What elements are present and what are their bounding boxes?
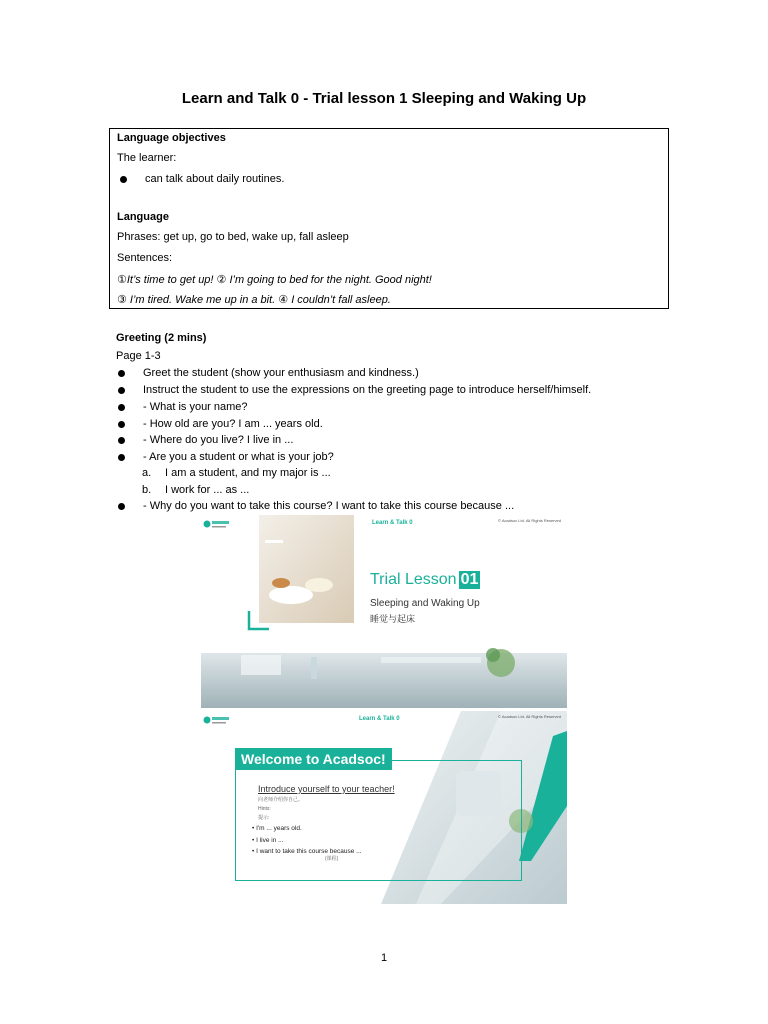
slide-brand: Learn & Talk 0 [359, 716, 400, 722]
greeting-bullet: - Are you a student or what is your job? [143, 451, 334, 463]
page-title: Learn and Talk 0 - Trial lesson 1 Sleeping and Waking Up [181, 90, 587, 107]
acadsoc-logo [203, 714, 231, 728]
bullet-dot [118, 454, 125, 461]
objective-item: can talk about daily routines. [145, 173, 285, 185]
slide-copyright: © Acadsoc Ltd. All Rights Reserved [498, 518, 561, 523]
sub-item-text: I work for ... as ... [165, 484, 250, 496]
slide-trial-lesson [201, 515, 567, 708]
greeting-bullet: - Where do you live? I live in ... [143, 434, 294, 446]
bullet-dot [118, 421, 125, 428]
sub-item-text: I am a student, and my major is ... [165, 467, 331, 479]
acadsoc-logo [203, 518, 231, 532]
greeting-bullet: - How old are you? I am ... years old. [143, 418, 323, 430]
slide-subtitle-cn: 睡觉与起床 [370, 614, 416, 624]
slide-subtitle: Sleeping and Waking Up [370, 598, 480, 609]
hints-label: Hints: [258, 806, 271, 812]
greeting-bullet: - What is your name? [143, 401, 248, 413]
page-reference: Page 1-3 [116, 350, 161, 362]
note-cn: (课程) [325, 856, 339, 862]
slide-welcome [201, 711, 567, 904]
learner-label: The learner: [117, 152, 177, 164]
bullet-dot [118, 503, 125, 510]
bullet-dot [118, 387, 125, 394]
trial-lesson-number: 01 [460, 571, 479, 588]
language-heading: Language [117, 211, 169, 223]
hints-cn: 提示: [258, 815, 270, 821]
trial-lesson-title [370, 571, 480, 589]
slide-copyright: © Acadsoc Ltd. All Rights Reserved [498, 714, 561, 719]
greeting-heading: Greeting (2 mins) [116, 332, 207, 344]
page-number: 1 [380, 952, 388, 964]
language-objectives-box [109, 128, 669, 309]
intro-cn: 向老师介绍你自己。 [258, 797, 304, 803]
slide-bullet-item: • I want to take this course because ... [252, 848, 362, 855]
sentences-label: Sentences: [117, 252, 173, 264]
slide-brand: Learn & Talk 0 [372, 520, 413, 526]
welcome-frame [235, 760, 522, 881]
sentence-line-1: ①It’s time to get up! ② I’m going to bed for the night. Good night! [117, 274, 432, 286]
greeting-bullet: Instruct the student to use the expressions on the greeting page to introduce herself/himself. [143, 384, 592, 396]
slide-bullet-item: • I'm ... years old. [252, 825, 302, 832]
sub-item-letter: b. [142, 484, 152, 496]
bullet-dot [118, 370, 125, 377]
welcome-banner: Welcome to Acadsoc! [235, 748, 392, 770]
bullet-dot [118, 404, 125, 411]
intro-heading: Introduce yourself to your teacher! [258, 784, 395, 794]
phrases-line: Phrases: get up, go to bed, wake up, fall asleep [117, 231, 349, 243]
greeting-bullet: Greet the student (show your enthusiasm and kindness.) [143, 367, 419, 379]
sentence-line-2: ③ I’m tired. Wake me up in a bit. ④ I couldn’t fall asleep. [117, 294, 391, 306]
sub-item-letter: a. [142, 467, 152, 479]
bullet-dot [120, 176, 127, 183]
greeting-bullet: - Why do you want to take this course? I want to take this course because ... [143, 500, 515, 512]
trial-lesson-label: Trial Lesson [370, 571, 457, 588]
objectives-heading: Language objectives [117, 132, 226, 144]
bullet-dot [118, 437, 125, 444]
slide-bullet-item: • I live in ... [252, 837, 284, 844]
